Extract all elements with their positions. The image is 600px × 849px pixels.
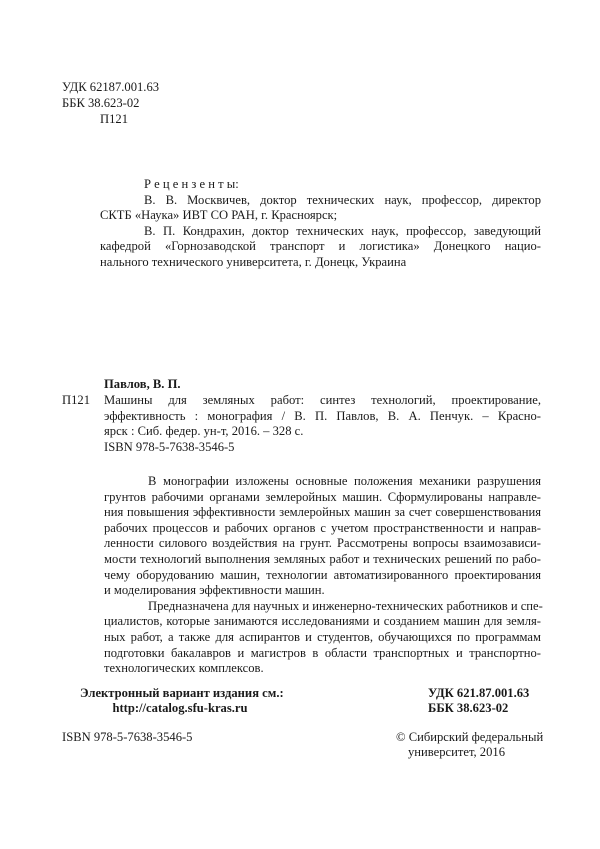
- catalog-code: П121: [62, 393, 90, 407]
- text-line: грунтов рабочими органами землеройных машин. Сформулированы направле-: [104, 489, 541, 504]
- reviewers-title: Р е ц е н з е н т ы:: [144, 177, 239, 191]
- bbk-code: ББК 38.623-02: [62, 96, 140, 110]
- udk-code: УДК 62187.001.63: [62, 80, 160, 94]
- text-line: Предназначена для научных и инженерно-технических работников и спе-: [148, 598, 543, 613]
- text-line: В. П. Кондрахин, доктор технических наук, профессор, заведующий: [144, 223, 541, 238]
- text-line: технологических комплексов.: [104, 661, 264, 676]
- text-line: СКТБ «Наука» ИВТ СО РАН, г. Красноярск;: [100, 208, 338, 223]
- text-line: В монографии изложены основные положения механики разрушения: [148, 474, 541, 488]
- reviewers-list: [100, 193, 541, 271]
- text-line: рабочих процессов и рабочих органов с учетом пространственности и направ-: [104, 520, 541, 535]
- reviewers-block: [100, 177, 541, 271]
- footer-udk: УДК 621.87.001.63: [428, 686, 530, 700]
- text-line: циалистов, которые занимаются исследованиями и созданием машин для земля-: [104, 614, 541, 629]
- copyright-line-2: университет, 2016: [408, 745, 505, 759]
- text-line: чему оборудованию машин, технологии автоматизированного проектирования: [104, 567, 541, 582]
- copyright-line-1: © Сибирский федеральный: [396, 730, 544, 744]
- footer-bbk: ББК 38.623-02: [428, 701, 509, 715]
- text-line: ных работ, а также для аспирантов и студентов, обучающихся по программам: [104, 629, 541, 644]
- text-line: и моделирования эффективности машин.: [104, 583, 325, 598]
- footer-isbn: ISBN 978-5-7638-3546-5: [62, 730, 193, 744]
- catalog-line: ярск : Сиб. федер. ун-т, 2016. – 328 с.: [104, 424, 304, 439]
- text-line: В. В. Москвичев, доктор технических наук, профессор, директор: [144, 192, 541, 207]
- text-line: мости технологий выполнения земляных работ и технических решений по рабо-: [104, 551, 541, 566]
- catalog-line: Машины для земляных работ: синтез технологий, проектирование,: [104, 393, 541, 407]
- text-line: ленности силового воздействия на грунт. Рассмотрены вопросы взаимозависи-: [104, 536, 541, 551]
- catalog-description: [104, 393, 541, 455]
- catalog-line: эффективность : монография / В. П. Павлов, В. А. Пенчук. – Красно-: [104, 408, 541, 423]
- text-line: кафедрой «Горнозаводской транспорт и логистика» Донецкого нацио-: [100, 239, 541, 254]
- text-line: подготовки бакалавров и магистров в области транспортных и транспортно-: [104, 645, 541, 660]
- text-line: нального технического университета, г. Донецк, Украина: [100, 254, 407, 269]
- text-line: ния повышения эффективности землеройных машин за счет совершенствования: [104, 505, 541, 520]
- annotation: [104, 474, 541, 677]
- catalog-isbn: ISBN 978-5-7638-3546-5: [104, 439, 235, 454]
- author-mark: П121: [100, 112, 128, 126]
- electronic-version-label: Электронный вариант издания см.:: [80, 686, 284, 700]
- catalog-author: Павлов, В. П.: [104, 377, 181, 391]
- electronic-version-url[interactable]: http://catalog.sfu-kras.ru: [112, 701, 248, 715]
